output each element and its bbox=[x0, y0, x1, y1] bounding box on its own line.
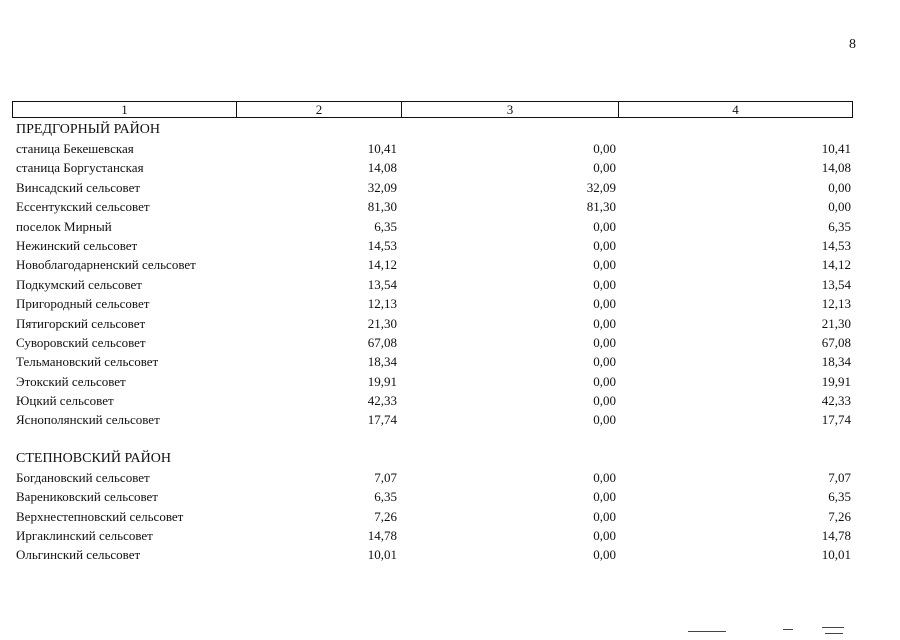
row-name-cell: Ольгинский сельсовет bbox=[16, 547, 141, 563]
row-value-col4: 18,34 bbox=[821, 354, 851, 370]
table-row bbox=[12, 487, 853, 506]
table-row bbox=[12, 217, 853, 236]
table-row bbox=[12, 352, 853, 371]
row-name-cell: Ессентукский сельсовет bbox=[16, 199, 150, 215]
row-value-col4: 7,26 bbox=[828, 508, 851, 524]
row-value-col3: 0,00 bbox=[593, 412, 616, 428]
row-value-col4: 14,78 bbox=[821, 528, 851, 544]
row-value-col2: 67,08 bbox=[367, 334, 397, 350]
row-value-col2: 14,53 bbox=[367, 237, 397, 253]
row-value-col3: 0,00 bbox=[593, 296, 616, 312]
row-value-col4: 6,35 bbox=[828, 489, 851, 505]
row-value-col4: 6,35 bbox=[828, 218, 851, 234]
row-value-col3: 0,00 bbox=[593, 489, 616, 505]
row-name-cell: Нежинский сельсовет bbox=[16, 237, 138, 253]
row-value-col2: 12,13 bbox=[367, 296, 397, 312]
row-name-cell: Новоблагодарненский сельсовет bbox=[16, 257, 196, 273]
row-value-col4: 10,41 bbox=[821, 141, 851, 156]
row-value-col2: 14,78 bbox=[367, 528, 397, 544]
row-value-col4: 17,74 bbox=[821, 412, 851, 428]
row-value-col4: 42,33 bbox=[821, 393, 851, 409]
table-row bbox=[12, 255, 853, 274]
column-header-1: 1 bbox=[13, 102, 237, 117]
row-value-col2: 19,91 bbox=[367, 373, 397, 389]
row-value-col3: 0,00 bbox=[593, 141, 616, 156]
section-spacer bbox=[12, 430, 853, 449]
page-number: 8 bbox=[849, 37, 856, 52]
row-value-col3: 0,00 bbox=[593, 354, 616, 370]
section-title: ПРЕДГОРНЫЙ РАЙОН bbox=[16, 122, 161, 137]
scan-artifact-marks bbox=[685, 625, 855, 637]
row-name-cell: Варениковский сельсовет bbox=[16, 489, 158, 505]
row-value-col4: 67,08 bbox=[821, 334, 851, 350]
row-name-cell: Винсадский сельсовет bbox=[16, 179, 141, 195]
section-title: СТЕПНОВСКИЙ РАЙОН bbox=[16, 450, 171, 466]
row-name-cell: Пригородный сельсовет bbox=[16, 296, 150, 312]
table-row bbox=[12, 468, 853, 487]
row-value-col4: 7,07 bbox=[828, 469, 851, 485]
row-value-col4: 21,30 bbox=[821, 315, 851, 331]
row-value-col4: 0,00 bbox=[828, 199, 851, 215]
row-value-col3: 0,00 bbox=[593, 276, 616, 292]
table-row bbox=[12, 275, 853, 294]
row-value-col2: 81,30 bbox=[367, 199, 397, 215]
row-value-col4: 13,54 bbox=[821, 276, 851, 292]
row-value-col3: 32,09 bbox=[586, 179, 616, 195]
row-name-cell: Подкумский сельсовет bbox=[16, 276, 142, 292]
row-name-cell: Суворовский сельсовет bbox=[16, 334, 146, 350]
row-value-col3: 0,00 bbox=[593, 334, 616, 350]
row-value-col2: 6,35 bbox=[374, 218, 397, 234]
row-value-col3: 0,00 bbox=[593, 373, 616, 389]
row-value-col3: 0,00 bbox=[593, 160, 616, 176]
row-name-cell: Богдановский сельсовет bbox=[16, 469, 150, 485]
row-name-cell: Яснополянский сельсовет bbox=[16, 412, 160, 428]
row-value-col2: 10,41 bbox=[367, 141, 397, 156]
row-value-col2: 14,08 bbox=[367, 160, 397, 176]
row-value-col4: 12,13 bbox=[821, 296, 851, 312]
row-value-col2: 14,12 bbox=[367, 257, 397, 273]
column-header-3: 3 bbox=[402, 102, 619, 117]
table-row bbox=[12, 314, 853, 333]
row-value-col2: 7,26 bbox=[374, 508, 397, 524]
table-row bbox=[12, 507, 853, 526]
row-value-col2: 32,09 bbox=[367, 179, 397, 195]
table-row bbox=[12, 410, 853, 429]
row-value-col2: 6,35 bbox=[374, 489, 397, 505]
row-value-col2: 10,01 bbox=[367, 547, 397, 563]
row-name-cell: станица Боргустанская bbox=[16, 160, 144, 176]
row-name-cell: Юцкий сельсовет bbox=[16, 393, 114, 409]
table-row bbox=[12, 526, 853, 545]
row-value-col2: 13,54 bbox=[367, 276, 397, 292]
table-row bbox=[12, 158, 853, 177]
row-value-col4: 14,12 bbox=[821, 257, 851, 273]
row-value-col4: 19,91 bbox=[821, 373, 851, 389]
row-name-cell: поселок Мирный bbox=[16, 218, 112, 234]
row-value-col3: 0,00 bbox=[593, 257, 616, 273]
row-value-col2: 17,74 bbox=[367, 412, 397, 428]
table-row bbox=[12, 333, 853, 352]
row-value-col4: 10,01 bbox=[821, 547, 851, 563]
table-header-row bbox=[12, 101, 853, 118]
table-row bbox=[12, 294, 853, 313]
row-name-cell: Пятигорский сельсовет bbox=[16, 315, 146, 331]
table-row bbox=[12, 178, 853, 197]
row-name-cell: Тельмановский сельсовет bbox=[16, 354, 159, 370]
table-row bbox=[12, 197, 853, 216]
table-row bbox=[12, 545, 853, 564]
row-value-col3: 81,30 bbox=[586, 199, 616, 215]
row-value-col3: 0,00 bbox=[593, 547, 616, 563]
row-value-col3: 0,00 bbox=[593, 218, 616, 234]
row-value-col4: 14,08 bbox=[821, 160, 851, 176]
row-value-col4: 0,00 bbox=[828, 179, 851, 195]
table-row bbox=[12, 391, 853, 410]
row-value-col4: 14,53 bbox=[821, 237, 851, 253]
row-value-col3: 0,00 bbox=[593, 237, 616, 253]
row-value-col3: 0,00 bbox=[593, 469, 616, 485]
table-row bbox=[12, 139, 853, 158]
row-value-col2: 42,33 bbox=[367, 393, 397, 409]
table-body bbox=[12, 120, 853, 565]
row-value-col2: 21,30 bbox=[367, 315, 397, 331]
row-name-cell: Иргаклинский сельсовет bbox=[16, 528, 153, 544]
row-value-col2: 18,34 bbox=[367, 354, 397, 370]
column-header-4: 4 bbox=[732, 102, 739, 117]
row-value-col3: 0,00 bbox=[593, 508, 616, 524]
row-value-col3: 0,00 bbox=[593, 315, 616, 331]
row-name-cell: Этокский сельсовет bbox=[16, 373, 126, 389]
table-row bbox=[12, 372, 853, 391]
row-value-col3: 0,00 bbox=[593, 393, 616, 409]
row-value-col3: 0,00 bbox=[593, 528, 616, 544]
row-value-col2: 7,07 bbox=[374, 469, 397, 485]
table-row bbox=[12, 236, 853, 255]
row-name-cell: станица Бекешевская bbox=[16, 141, 134, 156]
column-header-2: 2 bbox=[237, 102, 402, 117]
row-name-cell: Верхнестепновский сельсовет bbox=[16, 508, 184, 524]
